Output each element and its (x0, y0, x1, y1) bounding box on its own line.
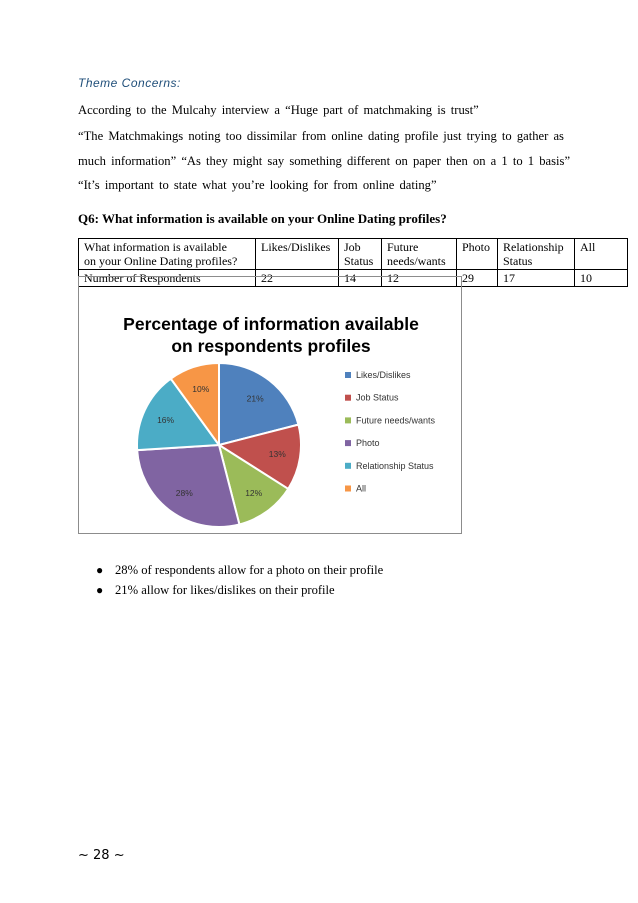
legend-swatch (345, 372, 351, 378)
table-cell: 14 (339, 270, 382, 287)
table-header-cell (575, 239, 628, 270)
table-header-text: What information is available (84, 240, 227, 254)
table-header-cell (79, 239, 256, 270)
table-header-cell (498, 239, 575, 270)
table-header-text: Status (503, 254, 533, 268)
pie-data-label: 10% (192, 383, 210, 394)
pie-data-label: 13% (268, 449, 286, 460)
table-cell: 12 (382, 270, 457, 287)
table-header-text: Future (387, 240, 419, 254)
legend-label: Future needs/wants (356, 415, 436, 426)
legend-swatch (345, 417, 351, 423)
table-cell: 29 (457, 270, 498, 287)
paragraph-line: “The Matchmakings noting too dissimilar from online dating profile just trying to gather as (78, 129, 564, 143)
pie-data-label: 12% (245, 487, 263, 498)
legend-swatch (345, 395, 351, 401)
table-header-cell (256, 239, 339, 270)
table-header-text: Status (344, 254, 374, 268)
legend-label: Relationship Status (356, 460, 434, 471)
pie-chart (78, 276, 462, 534)
page-number: ~ 28 ~ (78, 848, 125, 863)
chart-title-line: Percentage of information available (123, 314, 419, 334)
table-cell: Number of Respondents (79, 270, 256, 287)
question-heading: Q6: What information is available on your Online Dating profiles? (78, 211, 447, 226)
theme-heading: Theme Concerns: (78, 76, 181, 90)
table-header-text: Likes/Dislikes (261, 240, 331, 254)
chart-title-line: on respondents profiles (171, 336, 371, 356)
paragraph-line: According to the Mulcahy interview a “Huge part of matchmaking is trust” (78, 103, 479, 117)
bullet-dot-icon: ● (96, 563, 104, 577)
bullet-dot-icon: ● (96, 583, 104, 597)
paragraph-line: much information” “As they might say something different on paper then on a 1 to 1 basis” (78, 154, 571, 168)
table-header-text: All (580, 240, 596, 254)
legend-swatch (345, 440, 351, 446)
legend-label: Photo (356, 438, 380, 449)
table-header-text: needs/wants (387, 254, 446, 268)
table-header-cell (382, 239, 457, 270)
table-cell: 10 (575, 270, 628, 287)
table-header-row (79, 239, 628, 270)
table-cell: 22 (256, 270, 339, 287)
bullet-text: 28% of respondents allow for a photo on their profile (115, 563, 384, 577)
pie-chart-svg (79, 277, 461, 533)
paragraph-line: “It’s important to state what you’re looking for from online dating” (78, 178, 437, 192)
table-cell: 17 (498, 270, 575, 287)
pie-data-label: 21% (246, 393, 264, 404)
table-header-cell (339, 239, 382, 270)
legend-label: Likes/Dislikes (356, 370, 411, 380)
legend-label: Job Status (356, 392, 399, 403)
legend-swatch (345, 463, 351, 469)
bullet-text: 21% allow for likes/dislikes on their profile (115, 583, 335, 597)
pie-data-label: 28% (175, 487, 193, 498)
table-header-text: Relationship (503, 240, 564, 254)
table-header-text: Photo (462, 240, 491, 254)
table-header-text: Job (344, 240, 361, 254)
table-header-cell (457, 239, 498, 270)
legend-label: All (356, 483, 367, 494)
legend-swatch (345, 486, 351, 492)
table-header-text: on your Online Dating profiles? (84, 254, 238, 268)
pie-data-label: 16% (157, 414, 175, 425)
